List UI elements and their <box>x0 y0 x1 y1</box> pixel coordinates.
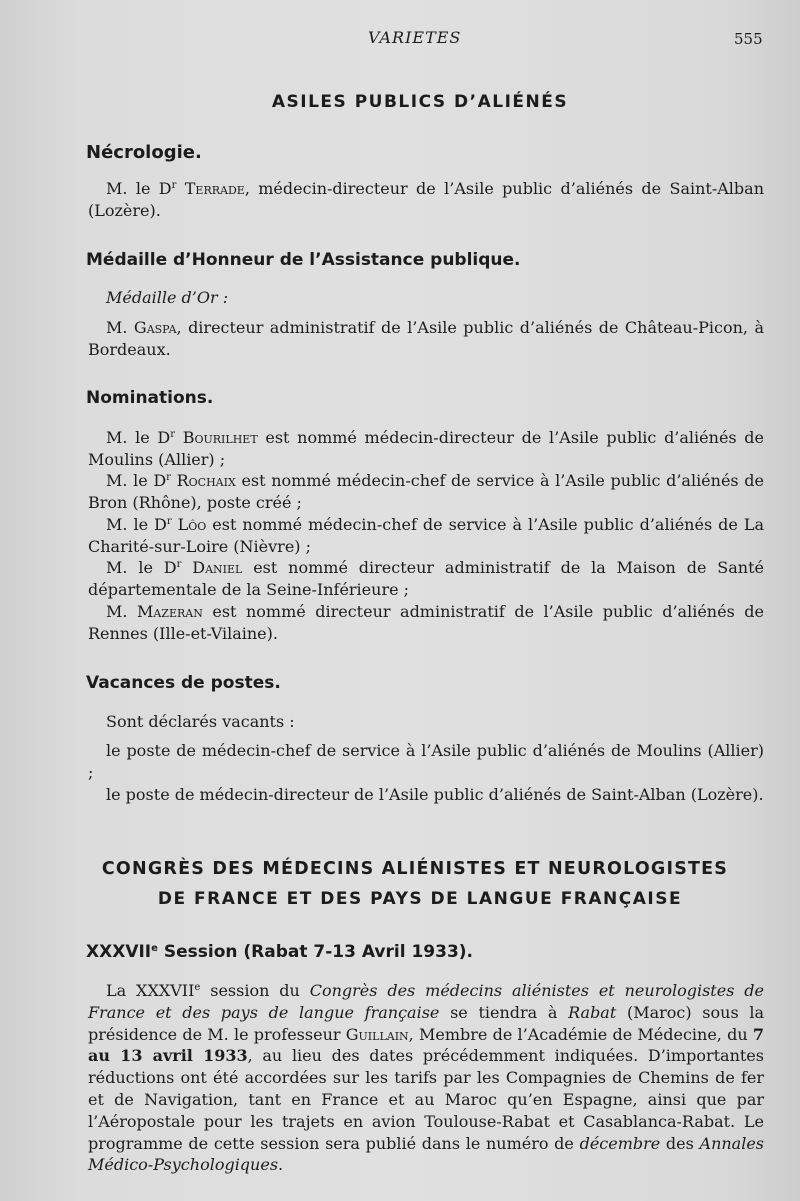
superscript: r <box>170 429 176 440</box>
text: M. le D <box>106 179 172 198</box>
text: est nommé directeur administratif de la Maison de Santé départementale de la Seine-Inférieure ; <box>88 558 764 599</box>
text: , directeur administratif de l’Asile public d’aliénés de Château-Picon, à Bordeaux. <box>88 318 764 359</box>
text: (Maroc) sous la présidence de M. le professeur <box>88 1002 765 1044</box>
text: M. le D <box>106 515 167 534</box>
superscript: r <box>166 516 172 527</box>
person-name: Terrade <box>184 179 245 198</box>
congres-title-line2: DE FRANCE ET DES PAYS DE LANGUE FRANÇAISE <box>157 889 683 909</box>
text: , Membre de l’Académie de Médecine, du <box>408 1024 753 1044</box>
person-name: Rochaix <box>176 471 236 490</box>
text: M. <box>106 318 134 337</box>
text: est nommé médecin-chef de service à l’Asile public d’aliénés de La Charité-sur-Loire (Nièvre) ; <box>88 515 764 556</box>
heading-medaille: Médaille d’Honneur de l’Assistance publique. <box>86 250 521 270</box>
text: est nommé directeur administratif de l’Asile public d’aliénés de Rennes (Ille-et-Vilaine). <box>88 602 764 643</box>
heading-nominations: Nominations. <box>86 388 214 408</box>
nomination-item <box>88 514 764 558</box>
text: est nommé médecin-directeur de l’Asile public d’aliénés de Moulins (Allier) ; <box>88 428 765 469</box>
text: M. le D <box>106 558 177 577</box>
text: M. le D <box>106 471 167 490</box>
person-name: Mazeran <box>136 602 203 621</box>
section-title-asiles: ASILES PUBLICS D’ALIÉNÉS <box>271 92 569 112</box>
journal-name: Annales Médico-Psychologiques <box>88 1133 765 1175</box>
superscript: e <box>151 943 158 954</box>
text: M. le D <box>106 428 171 447</box>
superscript: r <box>176 559 182 570</box>
running-head-title: VARIETES <box>368 28 462 47</box>
person-name: Lôo <box>177 515 207 534</box>
text: session du <box>200 981 310 1000</box>
medaille-paragraph <box>88 317 764 361</box>
text: M. <box>106 602 137 621</box>
person-name: Guillain <box>345 1024 409 1044</box>
vacance-item: le poste de médecin-directeur de l’Asile public d’aliénés de Saint-Alban (Lozère). <box>106 785 764 804</box>
person-name: Daniel <box>192 558 243 577</box>
nomination-item <box>88 470 764 514</box>
text: XXXVII <box>86 942 152 962</box>
congres-paragraph <box>88 980 764 1176</box>
month-name: décembre <box>579 1133 661 1153</box>
person-name: Bourilhet <box>182 428 258 447</box>
text: , médecin-directeur de l’Asile public d’aliénés de Saint-Alban (Lozère). <box>88 179 764 220</box>
necrologie-paragraph <box>88 178 764 222</box>
congress-name: Congrès des médecins aliénistes et neurologistes de France et des pays de langue française <box>88 981 764 1022</box>
city-name: Rabat <box>568 1002 617 1022</box>
congres-title-line1: CONGRÈS DES MÉDECINS ALIÉNISTES ET NEUROLOGISTES <box>101 859 729 879</box>
superscript: e <box>194 982 201 993</box>
text: Session (Rabat 7-13 Avril 1933). <box>157 942 474 962</box>
session-heading <box>86 942 473 962</box>
text: est nommé médecin-chef de service à l’Asile public d’aliénés de Bron (Rhône), poste créé ; <box>88 471 764 512</box>
text: . <box>278 1155 284 1175</box>
superscript: r <box>171 180 177 191</box>
text: se tiendra à <box>439 1002 569 1022</box>
nomination-item <box>88 427 764 471</box>
page-number: 555 <box>734 30 763 48</box>
superscript: r <box>166 472 171 483</box>
heading-necrologie: Nécrologie. <box>86 142 202 163</box>
vacance-item: le poste de médecin-chef de service à l’Asile public d’aliénés de Moulins (Allier) ; <box>88 741 764 782</box>
session-dates: 7 au 13 avril 1933 <box>88 1024 764 1066</box>
running-head <box>0 28 800 54</box>
nomination-item <box>88 601 764 645</box>
nomination-item <box>88 557 764 601</box>
vacances-intro: Sont déclarés vacants : <box>106 712 295 731</box>
text: , au lieu des dates précédemment indiquées. D’importantes réductions ont été accordées sur les tarifs par les Compagnies de Chemins de fer et de Navigation, tant en France et au Maroc qu’en Espagne, ainsi que par l’Aéropostale pour les trajets en avion Toulouse-Rabat et Casablanca-Rabat. Le programme de cette session sera publié dans le numéro de <box>88 1046 764 1153</box>
heading-vacances: Vacances de postes. <box>86 673 281 693</box>
person-name: Gaspa <box>133 318 177 337</box>
text: des <box>660 1133 700 1153</box>
medaille-subheading: Médaille d’Or : <box>106 288 229 307</box>
text: La XXXVII <box>106 981 195 1000</box>
